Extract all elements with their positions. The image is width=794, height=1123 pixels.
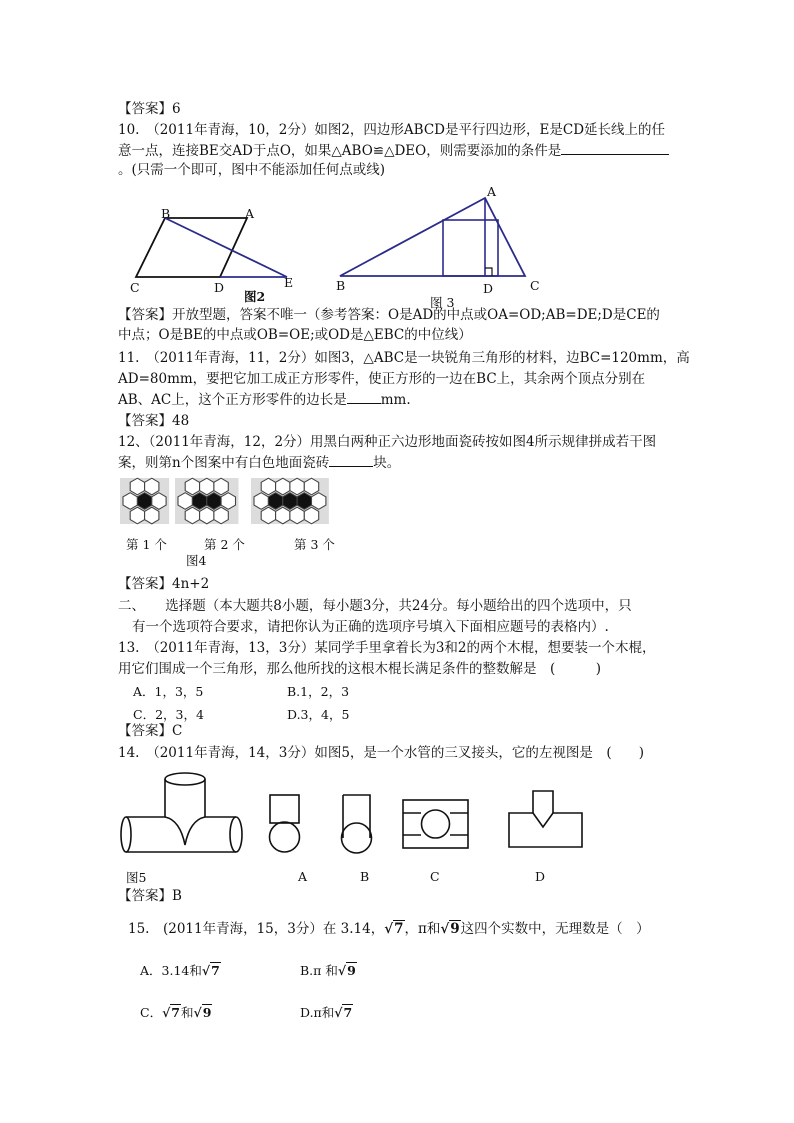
fig4-caption: 图4 <box>186 553 207 568</box>
white-hex-tile <box>145 478 159 495</box>
q10-line1: 10. （2011年青海，10，2分）如图2，四边形ABCD是平行四边形，E是CD延长线上的任 <box>118 122 666 138</box>
q10-line3: 。(只需一个即可，图中不能添加任何点或线) <box>118 162 386 178</box>
black-hex-tile <box>207 493 221 510</box>
right-angle-mark <box>485 268 492 276</box>
answer-12: 【答案】4n+2 <box>118 576 210 592</box>
white-hex-tile <box>304 478 318 495</box>
white-hex-tile <box>221 493 235 510</box>
fig2-caption: 图2 <box>244 289 266 304</box>
fig2-label-d: D <box>214 280 225 295</box>
option-b-view <box>338 793 378 855</box>
figure-5-pipe-joint <box>120 770 245 860</box>
q15-option-b: B.π 和√9 <box>300 963 356 978</box>
figure-4 <box>120 478 360 530</box>
figure-2 <box>120 200 300 300</box>
fig3-label-d: D <box>483 281 494 296</box>
fig5-option-c: C <box>430 869 440 884</box>
fig5-option-d: D <box>535 869 546 884</box>
q14-line: 14. （2011年青海，14，3分）如图5，是一个水管的三叉接头，它的左视图是 ( ) <box>118 745 644 761</box>
figure-3 <box>335 190 535 285</box>
option-d-view <box>505 785 587 853</box>
q10-line2: 意一点，连接BE交AD于点O，如果△ABO≌△DEO，则需要添加的条件是 <box>118 142 669 160</box>
black-hex-tile <box>283 493 297 510</box>
option-c-view <box>400 797 472 853</box>
sqrt9-expr: √9 <box>440 921 460 937</box>
answer-10-line2: 中点；O是BE的中点或OB=OE;或OD是△EBC的中位线） <box>118 327 472 343</box>
fig5-option-a: A <box>298 869 308 884</box>
fig3-label-a: A <box>487 184 497 199</box>
q12-line2: 案，则第n个图案中有白色地面瓷砖 块。 <box>118 455 401 471</box>
q13-option-b: B.1，2，3 <box>287 684 350 699</box>
fig5-option-b: B <box>360 869 370 884</box>
answer-13: 【答案】C <box>118 723 183 739</box>
white-hex-tile <box>200 478 214 495</box>
black-hex-tile <box>297 493 311 510</box>
q11-line1: 11. （2011年青海，11，2分）如图3，△ABC是一块锐角三角形的材料，边BC=120mm，高 <box>118 350 690 366</box>
sqrt7-expr: √7 <box>384 921 404 937</box>
q11-line2: AD=80mm，要把它加工成正方形零件，使正方形的一边在BC上，其余两个顶点分别在 <box>118 371 646 387</box>
section-2-line1: 二、 选择题（本大题共8小题，每小题3分，共24分。每小题给出的四个选项中，只 <box>118 598 632 614</box>
fig3-label-b: B <box>336 278 346 293</box>
answer-9: 【答案】6 <box>118 101 181 117</box>
white-hex-tile <box>200 507 214 524</box>
option-a-view <box>266 793 306 855</box>
q11-line3: AB、AC上，这个正方形零件的边长是 mm. <box>118 392 411 408</box>
q15-line: 15. (2011年青海，15，3分）在 3.14，√7，π和√9这四个实数中，无理数是（ ） <box>128 921 650 937</box>
section-2-line2: 有一个选项符合要求，请把你认为正确的选项序号填入下面相应题号的表格内）. <box>132 619 609 635</box>
q13-option-d: D.3，4，5 <box>287 707 350 722</box>
q15-option-a: A．3.14和√7 <box>140 963 220 978</box>
white-hex-tile <box>261 507 275 524</box>
white-hex-tile <box>152 493 166 510</box>
white-hex-tile <box>123 493 137 510</box>
white-hex-tile <box>261 478 275 495</box>
q13-line1: 13. （2011年青海，13，3分）某同学手里拿着长为3和2的两个木棍，想要装一个木棍， <box>118 640 656 656</box>
q13-option-c: C．2，3，4 <box>133 707 204 722</box>
q12-line1: 12、（2011年青海，12，2分）用黑白两种正六边形地面瓷砖按如图4所示规律拼成若干图 <box>118 434 657 450</box>
fig3-caption: 图 3 <box>430 295 455 310</box>
q15-option-c: C．√7和√9 <box>140 1005 212 1020</box>
white-hex-tile <box>254 493 268 510</box>
parallelogram-abcd <box>136 218 247 277</box>
white-hex-tile <box>185 507 199 524</box>
white-hex-tile <box>214 478 228 495</box>
q15-option-d: D.π和√7 <box>300 1005 353 1020</box>
black-hex-tile <box>137 493 151 510</box>
segment-be <box>165 218 287 277</box>
fig3-label-c: C <box>530 278 540 293</box>
fig4-cap-2: 第 2 个 <box>204 537 245 552</box>
fig5-caption: 图5 <box>126 870 147 885</box>
white-hex-tile <box>304 507 318 524</box>
white-hex-tile <box>290 507 304 524</box>
black-hex-tile <box>192 493 206 510</box>
black-hex-tile <box>268 493 282 510</box>
white-hex-tile <box>130 478 144 495</box>
white-hex-tile <box>276 478 290 495</box>
white-hex-tile <box>312 493 326 510</box>
answer-11: 【答案】48 <box>118 413 190 429</box>
fig4-cap-3: 第 3 个 <box>294 537 335 552</box>
q13-option-a: A．1，3，5 <box>133 684 204 699</box>
q13-line2: 用它们围成一个三角形，那么他所找的这根木棍长满足条件的整数解是 ( ) <box>118 661 602 677</box>
white-hex-tile <box>130 507 144 524</box>
fig4-cap-1: 第 1 个 <box>126 537 167 552</box>
fig2-label-e: E <box>284 275 294 290</box>
answer-10-line1: 【答案】开放型题，答案不唯一（参考答案：O是AD的中点或OA=OD;AB=DE;D是CE的 <box>118 307 660 323</box>
white-hex-tile <box>145 507 159 524</box>
answer-14: 【答案】B <box>118 888 182 904</box>
fig2-label-b: B <box>161 206 171 221</box>
white-hex-tile <box>185 478 199 495</box>
fig2-label-a: A <box>245 206 255 221</box>
white-hex-tile <box>290 478 304 495</box>
fig2-label-c: C <box>130 280 140 295</box>
white-hex-tile <box>178 493 192 510</box>
white-hex-tile <box>214 507 228 524</box>
white-hex-tile <box>276 507 290 524</box>
